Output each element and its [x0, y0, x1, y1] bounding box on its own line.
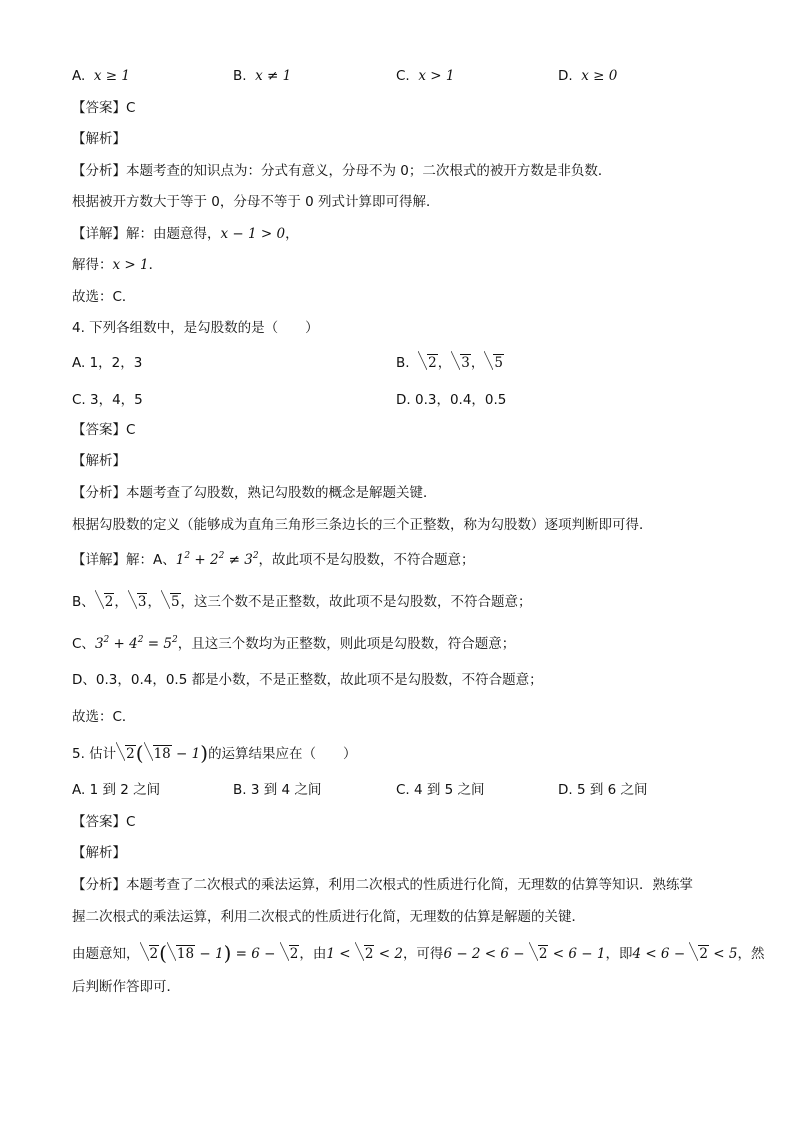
q5-stem: 5. 估计 2( 18 − 1)的运算结果应在（ ） [72, 741, 357, 765]
q4-option-b: B. 2， 3， 5 [396, 355, 503, 371]
q5-option-d: D. 5 到 6 之间 [558, 782, 648, 798]
q4-analysis: 【分析】本题考查了勾股数，熟记勾股数的概念是解题关键． [72, 485, 437, 501]
q5-analysis-heading: 【解析】 [72, 845, 126, 861]
sqrt-5: 5 [484, 353, 504, 373]
q4-option-d: D. 0.3，0.4，0.5 [396, 392, 507, 408]
sqrt-2: 2 [418, 353, 438, 373]
q4-detail-a: 【详解】解：A、$1^2 + 2^2 \ne 3^2$，故此项不是勾股数，不符合题意； [72, 551, 475, 568]
q4-detail-c: C、$3^2 + 4^2 = 5^2$，且这三个数均为正整数，则此项是勾股数，符合题意； [72, 635, 516, 652]
q4-option-c: C. 3，4，5 [72, 392, 143, 408]
q5-analysis: 【分析】本题考查了二次根式的乘法运算，利用二次根式的性质进行化简，无理数的估算等知识．熟练掌 [72, 877, 693, 893]
q5-derivation-cont: 后判断作答即可． [72, 979, 180, 995]
q5-answer: 【答案】C [72, 814, 136, 830]
q4-detail-b: B、 2， 3， 5，这三个数不是正整数，故此项不是勾股数，不符合题意； [72, 594, 532, 610]
q3-choose: 故选：C． [72, 289, 136, 305]
q4-choose: 故选：C． [72, 709, 136, 725]
q3-option-b: B. x ≠ 1 [233, 68, 292, 84]
q5-derivation: 由题意知， 2( 18 − 1) = 6 − 2，由1 < 2 < 2，可得6 − 2 < 6 − 2 < 6 − 1，即4 < 6 − 2 < 5，然 [72, 941, 765, 965]
q3-analysis-heading: 【解析】 [72, 131, 126, 147]
q4-option-a: A. 1，2，3 [72, 355, 143, 371]
q3-solve: 解得：x > 1． [72, 257, 163, 273]
q4-analysis-heading: 【解析】 [72, 453, 126, 469]
q3-option-d: D. x ≥ 0 [558, 68, 618, 84]
sqrt-3: 3 [451, 353, 471, 373]
q3-analysis-2: 根据被开方数大于等于 0，分母不等于 0 列式计算即可得解． [72, 194, 440, 210]
q4-answer: 【答案】C [72, 422, 136, 438]
q3-option-a: A. x ≥ 1 [72, 68, 130, 84]
q5-option-c: C. 4 到 5 之间 [396, 782, 485, 798]
q4-detail-d: D、0.3，0.4，0.5 都是小数，不是正整数，故此项不是勾股数，不符合题意； [72, 672, 543, 688]
q3-detail: 【详解】解：由题意得，x − 1 > 0， [72, 226, 299, 242]
q3-answer: 【答案】C [72, 100, 136, 116]
q5-option-b: B. 3 到 4 之间 [233, 782, 322, 798]
q3-analysis: 【分析】本题考查的知识点为：分式有意义，分母不为 0；二次根式的被开方数是非负数． [72, 163, 612, 179]
q5-option-a: A. 1 到 2 之间 [72, 782, 161, 798]
q3-option-c: C. x > 1 [396, 68, 455, 84]
q4-stem: 4. 下列各组数中，是勾股数的是（ ） [72, 320, 319, 336]
q5-analysis-cont: 握二次根式的乘法运算，利用二次根式的性质进行化简，无理数的估算是解题的关键． [72, 909, 585, 925]
q4-analysis-2: 根据勾股数的定义（能够成为直角三角形三条边长的三个正整数，称为勾股数）逐项判断即可得． [72, 517, 653, 533]
